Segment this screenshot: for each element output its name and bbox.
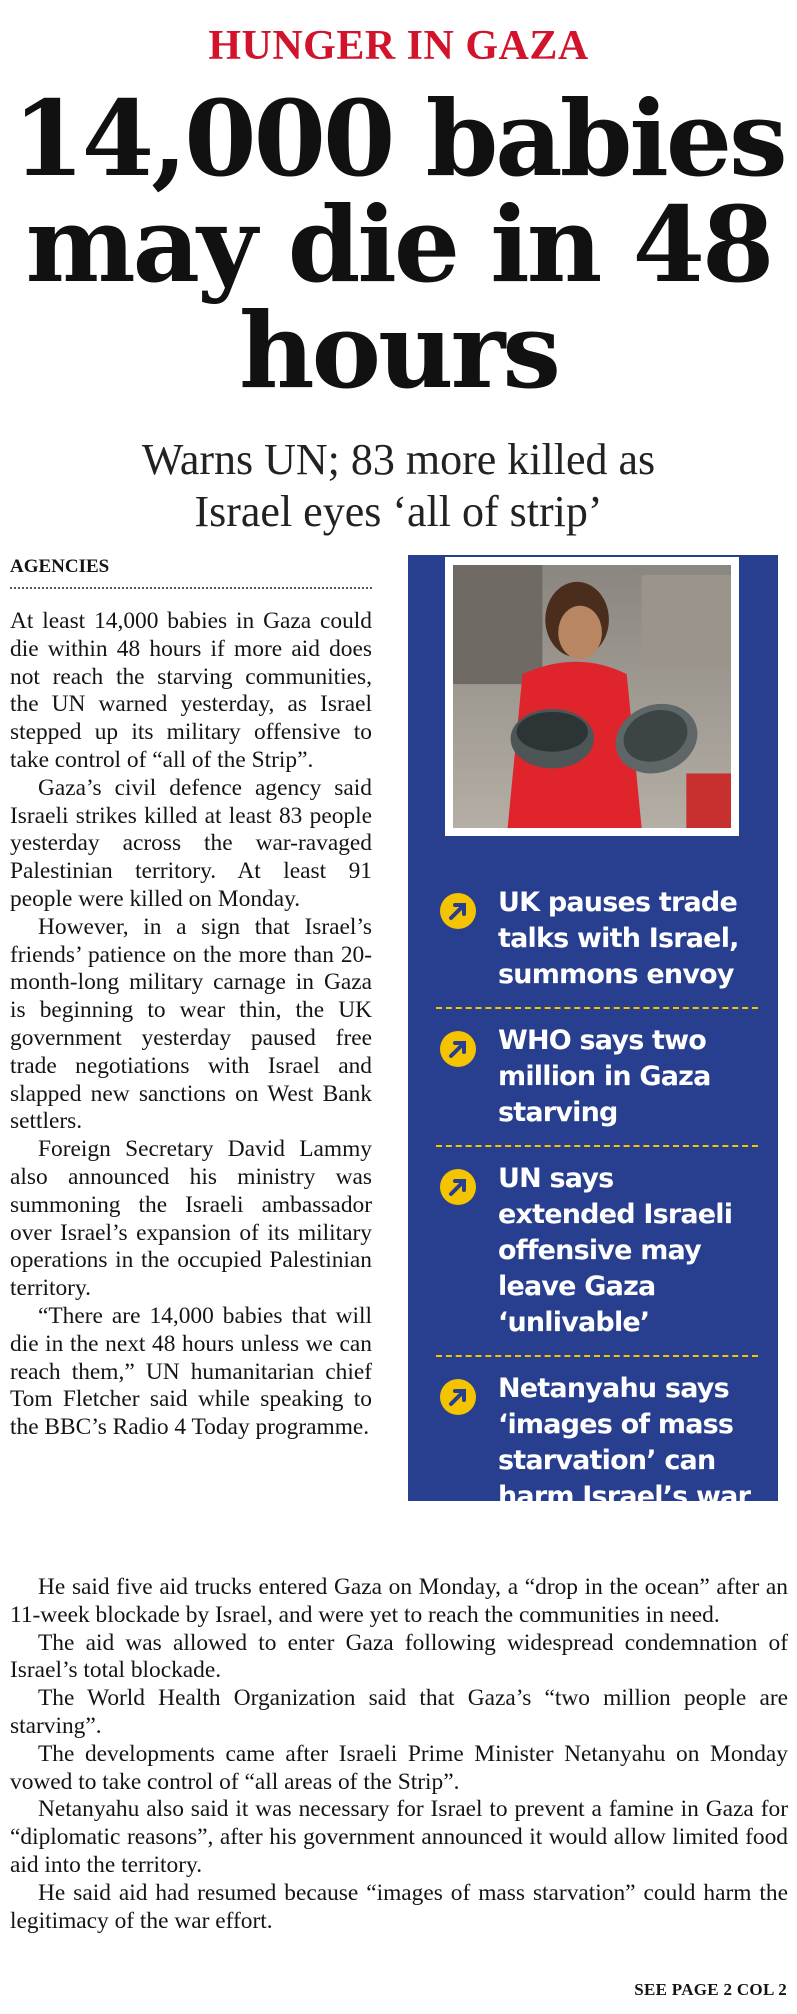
divider bbox=[436, 1007, 758, 1009]
arrow-circle-icon bbox=[440, 1169, 476, 1205]
article-paragraph: He said five aid trucks entered Gaza on Monday, a “drop in the ocean” after an 11-week blockade by Israel, and were yet to reach the communities in need. bbox=[10, 1574, 788, 1628]
highlight-item bbox=[436, 1371, 758, 1515]
article-column bbox=[10, 608, 372, 1442]
headline-line: may die in 48 bbox=[25, 183, 772, 306]
arrow-circle-icon bbox=[440, 893, 476, 929]
photo-girl-with-pots-icon bbox=[453, 565, 731, 828]
highlight-item bbox=[436, 885, 758, 993]
highlight-item bbox=[436, 1161, 758, 1341]
divider bbox=[436, 1145, 758, 1147]
article-paragraph: The World Health Organization said that Gaza’s “two million people are starving”. bbox=[10, 1685, 788, 1739]
article-paragraph: He said aid had resumed because “images of mass starvation” could harm the legitimacy of the war effort. bbox=[10, 1879, 788, 1934]
headline bbox=[0, 77, 797, 412]
article-paragraph: However, in a sign that Israel’s friends’ patience on the more than 20-month-long military carnage in Gaza is beginning to wear thin, the UK government yesterday paused free trade negotiations with Israel and slapped new sanctions on West Bank settlers. bbox=[10, 913, 372, 1135]
article-paragraph: The aid was allowed to enter Gaza following widespread condemnation of Israel’s total blockade. bbox=[10, 1629, 788, 1684]
arrow-circle-icon bbox=[440, 1031, 476, 1067]
highlight-text: UK pauses trade talks with Israel, summons envoy bbox=[498, 887, 739, 990]
byline: AGENCIES bbox=[10, 555, 372, 589]
subheadline bbox=[0, 434, 797, 538]
headline-line: hours bbox=[239, 289, 558, 412]
section-kicker: HUNGER IN GAZA bbox=[208, 23, 589, 69]
article-paragraph: The developments came after Israeli Prime Minister Netanyahu on Monday vowed to take control of “all areas of the Strip”. bbox=[10, 1740, 788, 1795]
subheadline-line: Israel eyes ‘all of strip’ bbox=[194, 487, 603, 536]
news-photo bbox=[443, 555, 741, 838]
highlight-text: WHO says two million in Gaza starving bbox=[498, 1025, 711, 1128]
headline-line: 14,000 babies bbox=[12, 77, 785, 200]
article-paragraph: At least 14,000 babies in Gaza could die within 48 hours if more aid does not reach the starving communities, the UN warned yesterday, as Israel stepped up its military offensive to take control of “all of the Strip”. bbox=[10, 608, 372, 773]
highlight-item bbox=[436, 1023, 758, 1131]
article-paragraph: Gaza’s civil defence agency said Israeli strikes killed at least 83 people yesterday across the war-ravaged Palestinian territory. At least 91 people were killed on Monday. bbox=[10, 774, 372, 912]
jump-line[interactable]: SEE PAGE 2 COL 2 bbox=[634, 1980, 787, 1999]
article-paragraph: “There are 14,000 babies that will die in the next 48 hours unless we can reach them,” UN humanitarian chief Tom Fletcher said while speaking to the BBC’s Radio 4 Today programme. bbox=[10, 1302, 372, 1441]
subheadline-line: Warns UN; 83 more killed as bbox=[141, 435, 656, 484]
highlight-text: Netanyahu says ‘images of mass starvation’ can harm Israel’s war bbox=[498, 1373, 751, 1512]
divider bbox=[436, 1355, 758, 1357]
article-continuation bbox=[10, 1574, 788, 1935]
arrow-circle-icon bbox=[440, 1379, 476, 1415]
article-paragraph: Netanyahu also said it was necessary for Israel to prevent a famine in Gaza for “diplomatic reasons”, after his government announced it would allow limited food aid into the territory. bbox=[10, 1796, 788, 1878]
article-paragraph: Foreign Secretary David Lammy also announced his ministry was summoning the Israeli ambassador over Israel’s expansion of its military operations in the occupied Palestinian territory. bbox=[10, 1136, 372, 1302]
highlights-list bbox=[436, 885, 758, 1515]
highlight-text: UN says extended Israeli offensive may leave Gaza ‘unlivable’ bbox=[498, 1163, 733, 1338]
highlights-sidebar bbox=[408, 555, 778, 1512]
